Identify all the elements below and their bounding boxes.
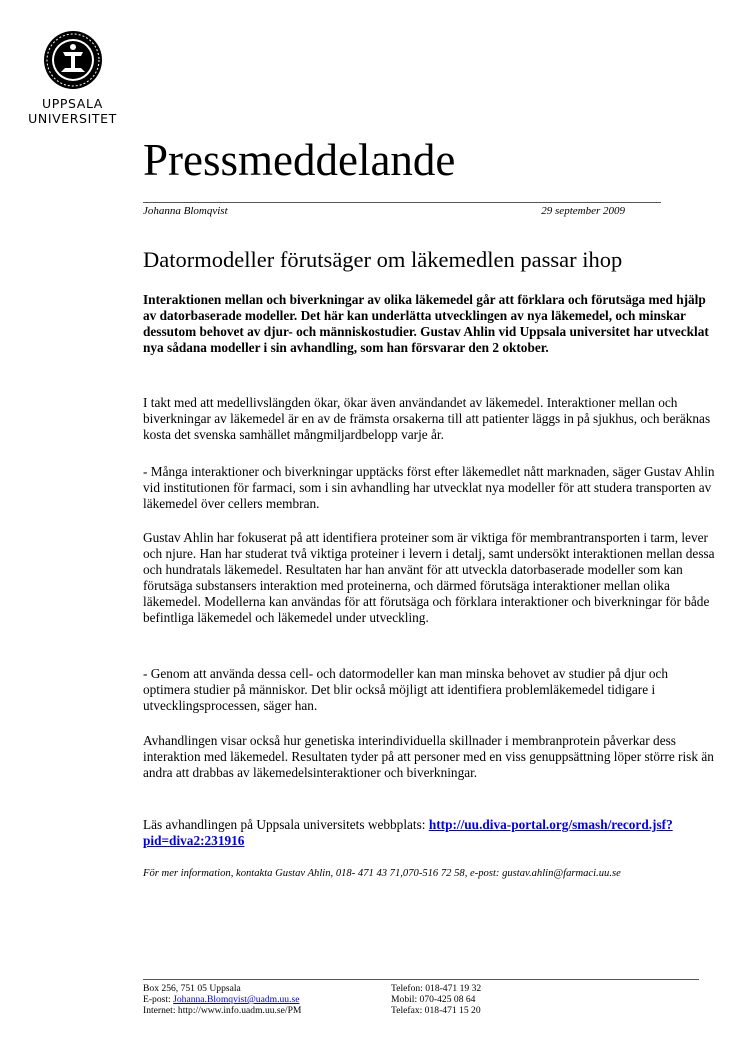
- publish-date: 29 september 2009: [541, 205, 625, 217]
- header-rule: [143, 202, 661, 203]
- footer-internet: Internet: http://www.info.uadm.uu.se/PM: [143, 1005, 302, 1016]
- contact-info: För mer information, kontakta Gustav Ahlin, 018- 471 43 71,070-516 72 58, e-post: gustav.ahlin@farmaci.uu.se: [143, 868, 621, 879]
- footer-email-link[interactable]: Johanna.Blomqvist@uadm.uu.se: [173, 994, 300, 1005]
- thesis-link[interactable]: http://uu.diva-portal.org/smash/record.jsf?pid=diva2:231916: [143, 817, 673, 849]
- university-logo: [0, 30, 145, 126]
- body-paragraph-5: Avhandlingen visar också hur genetiska interindividuella skillnader i membranprotein påverkar dess interaktion med läkemedel. Resultaten tyder på att personer med en viss genuppsättning löper större risk än andra att drabbas av läkemedelsinteraktioner och biverkningar.: [143, 733, 714, 781]
- logo-line-2: UNIVERSITET: [28, 111, 117, 126]
- footer-email-line: [143, 994, 301, 1005]
- footer-fax: Telefax: 018-471 15 20: [391, 1005, 481, 1016]
- byline: [143, 205, 625, 217]
- footer-rule: [143, 979, 699, 980]
- document-title: Pressmeddelande: [143, 135, 456, 185]
- footer-phone: Telefon: 018-471 19 32: [391, 983, 482, 994]
- footer-right: [391, 983, 481, 1016]
- author: Johanna Blomqvist: [143, 205, 228, 217]
- body-paragraph-2: - Många interaktioner och biverkningar upptäcks först efter läkemedlet nått marknaden, säger Gustav Ahlin vid institutionen för farmaci, som i sin avhandling har utvecklat nya modeller för att studera transporten av läkemedel över cellers membran.: [143, 464, 715, 512]
- lead-paragraph: Interaktionen mellan och biverkningar av olika läkemedel går att förklara och förutsäga med hjälp av datorbaserade modeller. Det här kan underlätta utvecklingen av nya läkemedel, och minskar dessutom behovet av djur- och människostudier. Gustav Ahlin vid Uppsala universitet har utvecklat nya sådana modeller i sin avhandling, som han försvarar den 2 oktober.: [143, 292, 709, 356]
- body-paragraph-1: I takt med att medellivslängden ökar, ökar även användandet av läkemedel. Interaktioner mellan och biverkningar av läkemedel är en av de främsta orsakerna till att patienter läggs in på sjukhus, och beräknas kosta det svenska samhället mångmiljardbelopp varje år.: [143, 395, 711, 443]
- footer-mobile: Mobil: 070-425 08 64: [391, 994, 476, 1005]
- read-prefix: Läs avhandlingen på Uppsala universitets webbplats:: [143, 817, 429, 832]
- read-paragraph: [143, 817, 718, 849]
- footer-address: Box 256, 751 05 Uppsala: [143, 983, 241, 994]
- university-seal-icon: [43, 30, 103, 90]
- logo-line-1: UPPSALA: [42, 96, 103, 111]
- body-paragraph-4: - Genom att använda dessa cell- och datormodeller kan man minska behovet av studier på djur och optimera studier på människor. Det blir också möjligt att identifiera problemläkemedel tidigare i utvecklingsprocessen, säger han.: [143, 666, 669, 714]
- footer-left: [143, 983, 301, 1016]
- article-headline: Datormodeller förutsäger om läkemedlen passar ihop: [143, 247, 623, 272]
- body-paragraph-3: Gustav Ahlin har fokuserat på att identifiera proteiner som är viktiga för membrantransporten i tarm, lever och njure. Han har studerat två viktiga proteiner i levern i detalj, samt undersökt interaktionen mellan dessa och hundratals läkemedel. Resultaten har han använt för att utveckla datorbaserade modeller som kan förutsäga substansers interaktion med proteinerna, och därmed förutsäga interaktioner mellan olika läkemedel. Modellerna kan användas för att förutsäga och förklara interaktioner och biverkningar för både befintliga läkemedel och läkemedel under utveckling.: [143, 530, 715, 626]
- footer-email-label: E-post:: [143, 994, 174, 1005]
